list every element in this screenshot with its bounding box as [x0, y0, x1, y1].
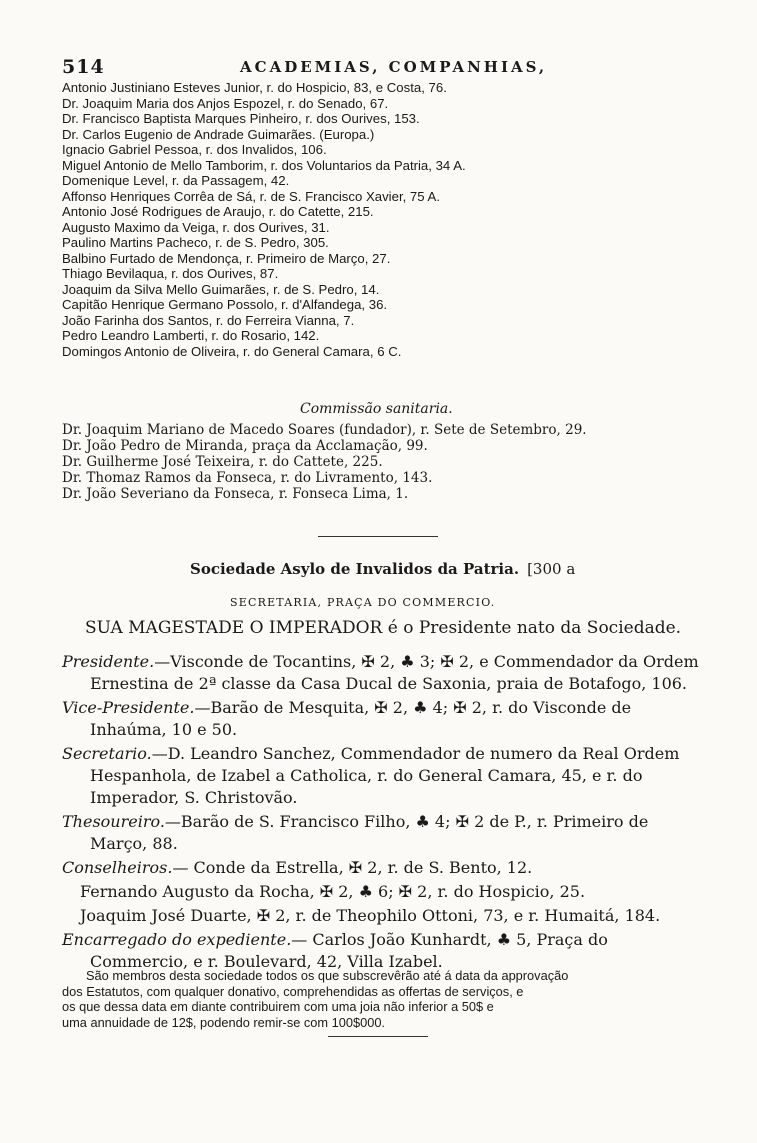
- officer-entry: [62, 881, 702, 903]
- note-line: uma annuidade de 12$, podendo remir-se com 100$000.: [62, 1014, 385, 1030]
- list-item: Joaquim da Silva Mello Guimarães, r. de S. Pedro, 14.: [62, 281, 380, 297]
- list-item: Dr. Joaquim Maria dos Anjos Espozel, r. do Senado, 67.: [62, 95, 389, 111]
- majesty-title: SUA MAGESTADE O IMPERADOR: [85, 618, 383, 638]
- list-item: Domenique Level, r. da Passagem, 42.: [62, 173, 290, 188]
- officer-entry: [62, 811, 702, 855]
- list-item: Dr. João Pedro de Miranda, praça da Acclamação, 99.: [62, 438, 428, 454]
- officer-text: — Conde da Estrella, ✠ 2, r. de S. Bento, 12.: [172, 858, 533, 877]
- officers-list: [62, 651, 702, 975]
- secretariat-address: SECRETARIA, PRAÇA DO COMMERCIO.: [230, 596, 496, 609]
- majesty-text: é o Presidente nato da Sociedade.: [387, 618, 682, 638]
- members-note: [62, 968, 694, 1030]
- list-item: Capitão Henrique Germano Possolo, r. d'Alfandega, 36.: [62, 297, 388, 312]
- running-title: ACADEMIAS, COMPANHIAS,: [240, 58, 548, 76]
- list-item: Antonio Justiniano Esteves Junior, r. do Hospicio, 83, e Costa, 76.: [62, 80, 447, 95]
- members-list: [62, 80, 702, 359]
- society-heading: [190, 560, 575, 578]
- officer-entry: [62, 743, 702, 809]
- officer-title: Presidente.: [62, 652, 155, 671]
- officer-title: Conselheiros.: [62, 858, 173, 877]
- officer-title: Secretario.: [62, 744, 152, 763]
- society-extra: [300 a: [527, 560, 576, 578]
- list-item: Domingos Antonio de Oliveira, r. do General Camara, 6 C.: [62, 343, 402, 359]
- list-item: Augusto Maximo da Veiga, r. dos Ourives, 31.: [62, 219, 330, 235]
- list-item: Dr. Thomaz Ramos da Fonseca, r. do Livramento, 143.: [62, 470, 433, 486]
- list-item: João Farinha dos Santos, r. do Ferreira Vianna, 7.: [62, 312, 355, 328]
- list-item: Dr. Joaquim Mariano de Macedo Soares (fundador), r. Sete de Setembro, 29.: [62, 422, 587, 438]
- officer-text: Joaquim José Duarte, ✠ 2, r. de Theophilo Ottoni, 73, e r. Humaitá, 184.: [80, 906, 661, 925]
- list-item: Dr. Guilherme José Teixeira, r. do Cattete, 225.: [62, 454, 383, 470]
- officer-entry: [62, 929, 702, 973]
- commission-list: [62, 422, 702, 502]
- officer-text: —Barão de Mesquita, ✠ 2, ♣ 4; ✠ 2, r. do Visconde de Inhaúma, 10 e 50.: [90, 698, 632, 739]
- list-item: Paulino Martins Pacheco, r. de S. Pedro, 305.: [62, 235, 329, 250]
- bottom-divider: [328, 1036, 428, 1037]
- list-item: Pedro Leandro Lamberti, r. do Rosario, 142.: [62, 328, 320, 343]
- officer-text: — Carlos João Kunhardt, ♣ 5, Praça do Commercio, e r. Boulevard, 42, Villa Izabel.: [90, 930, 608, 971]
- note-line: São membros desta sociedade todos os que subscrevêrão até á data da approvação: [86, 968, 569, 983]
- officer-title: Encarregado do expediente.: [62, 930, 292, 949]
- commission-title: Commissão sanitaria.: [300, 401, 453, 417]
- list-item: Dr. Carlos Eugenio de Andrade Guimarães. (Europa.): [62, 126, 375, 142]
- page-header: [60, 48, 697, 78]
- list-item: Affonso Henriques Corrêa de Sá, r. de S. Francisco Xavier, 75 A.: [62, 188, 440, 204]
- page-number: 514: [62, 56, 105, 78]
- officer-title: Thesoureiro.: [62, 812, 165, 831]
- officer-text: —Barão de S. Francisco Filho, ♣ 4; ✠ 2 de P., r. Primeiro de Março, 88.: [90, 812, 649, 853]
- list-item: Dr. João Severiano da Fonseca, r. Fonseca Lima, 1.: [62, 486, 409, 502]
- officer-text: —D. Leandro Sanchez, Commendador de numero da Real Ordem Hespanhola, de Izabel a Catholica, r. do General Camara, 45, e r. do Imperador, S. Christovão.: [90, 744, 680, 807]
- divider: [318, 536, 438, 537]
- officer-entry: [62, 651, 702, 695]
- list-item: Dr. Francisco Baptista Marques Pinheiro, r. dos Ourives, 153.: [62, 111, 420, 126]
- officer-text: —Visconde de Tocantins, ✠ 2, ♣ 3; ✠ 2, e Commendador da Ordem Ernestina de 2ª classe da Casa Ducal de Saxonia, praia de Botafogo, 106.: [90, 652, 699, 693]
- note-line: os que dessa data em diante contribuirem com uma joia não inferior a 50$ e: [62, 999, 494, 1014]
- majesty-line: [85, 618, 681, 638]
- list-item: Thiago Bevilaqua, r. dos Ourives, 87.: [62, 266, 279, 281]
- list-item: Balbino Furtado de Mendonça, r. Primeiro de Março, 27.: [62, 250, 391, 266]
- officer-text: Fernando Augusto da Rocha, ✠ 2, ♣ 6; ✠ 2, r. do Hospicio, 25.: [80, 882, 586, 901]
- officer-title: Vice-Presidente.: [62, 698, 195, 717]
- list-item: Ignacio Gabriel Pessoa, r. dos Invalidos, 106.: [62, 142, 327, 157]
- note-line: dos Estatutos, com qualquer donativo, comprehendidas as offertas de serviços, e: [62, 983, 524, 999]
- officer-entry: [62, 857, 702, 879]
- society-name: Sociedade Asylo de Invalidos da Patria.: [190, 560, 520, 578]
- list-item: Antonio José Rodrigues de Araujo, r. do Catette, 215.: [62, 204, 374, 219]
- list-item: Miguel Antonio de Mello Tamborim, r. dos Voluntarios da Patria, 34 A.: [62, 157, 466, 173]
- officer-entry: [62, 905, 702, 927]
- officer-entry: [62, 697, 702, 741]
